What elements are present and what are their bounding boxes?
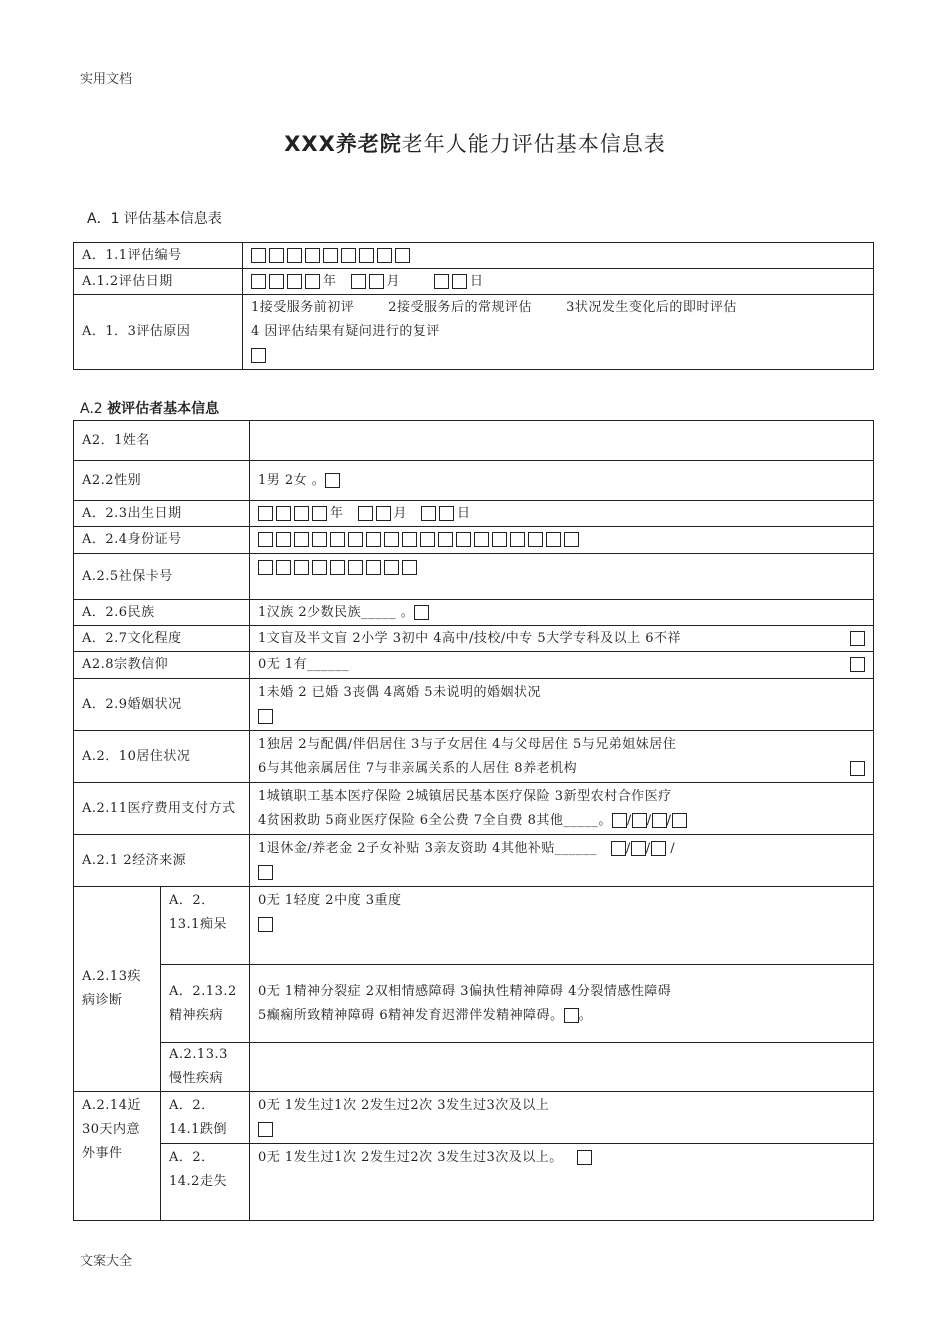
ethnicity-options: 1汉族 2少数民族_____ 。: [250, 600, 874, 626]
education-options: 1文盲及半文盲 2小学 3初中 4高中/技校/中专 5大学专科及以上 6不祥: [250, 626, 874, 652]
gender-checkbox[interactable]: [325, 473, 340, 488]
eval-number-label: A．1.1评估编号: [74, 243, 243, 269]
title-bold: XXX养老院: [284, 132, 402, 156]
mental-illness-checkbox[interactable]: [564, 1008, 579, 1023]
ethnicity-checkbox[interactable]: [414, 605, 429, 620]
economic-checkbox-3[interactable]: [651, 841, 666, 856]
name-field[interactable]: [250, 421, 874, 461]
economic-checkbox-1[interactable]: [611, 841, 626, 856]
person-info-table: [73, 420, 874, 1221]
footer-text: 文案大全: [80, 1254, 133, 1269]
eval-reason-checkbox[interactable]: [251, 348, 266, 363]
eval-reason-options: 1接受服务前初评 2接受服务后的常规评估 3状况发生变化后的即时评估 4 因评估结果有疑问进行的复评: [243, 295, 874, 370]
economic-checkbox-4[interactable]: [258, 865, 273, 880]
education-label: A．2.7文化程度: [74, 626, 250, 652]
disease-diagnosis-label: A.2.13疾病诊断: [74, 887, 161, 1092]
marital-label: A．2.9婚姻状况: [74, 679, 250, 731]
gender-options: 1男 2女 。: [250, 461, 874, 501]
social-security-label: A.2.5社保卡号: [74, 554, 250, 600]
accident-events-label: A.2.14近30天内意外事件: [74, 1092, 161, 1221]
id-number-label: A．2.4身份证号: [74, 527, 250, 554]
title-rest: 老年人能力评估基本信息表: [401, 132, 666, 156]
marital-options: 1未婚 2 已婚 3丧偶 4离婚 5未说明的婚姻状况: [250, 679, 874, 731]
eval-date-boxes[interactable]: 年 月 日: [243, 269, 874, 295]
economic-source-label: A.2.1 2经济来源: [74, 835, 250, 887]
payment-checkbox-3[interactable]: [652, 813, 667, 828]
fall-label: A．2．14.1跌倒: [161, 1092, 250, 1144]
page-title: [0, 128, 950, 158]
eval-number-boxes[interactable]: [243, 243, 874, 269]
education-checkbox[interactable]: [850, 631, 865, 646]
section1-heading: A．1 评估基本信息表: [87, 211, 222, 227]
living-options: 1独居 2与配偶/伴侣居住 3与子女居住 4与父母居住 5与兄弟姐妹居住 6与其他亲属居住 7与非亲属关系的人居住 8养老机构: [250, 731, 874, 783]
dementia-checkbox[interactable]: [258, 917, 273, 932]
chronic-disease-label: A.2.13.3慢性疾病: [161, 1043, 250, 1092]
religion-label: A2.8宗教信仰: [74, 652, 250, 679]
payment-checkbox-4[interactable]: [672, 813, 687, 828]
lost-checkbox[interactable]: [577, 1150, 592, 1165]
mental-illness-options: 0无 1精神分裂症 2双相情感障碍 3偏执性精神障碍 4分裂情感性障碍 5癫痫所致精神障碍 6精神发育迟滞伴发精神障碍。 。: [250, 965, 874, 1043]
fall-checkbox[interactable]: [258, 1122, 273, 1137]
mental-illness-label: A．2.13.2精神疾病: [161, 965, 250, 1043]
fall-options: 0无 1发生过1次 2发生过2次 3发生过3次及以上: [250, 1092, 874, 1144]
eval-date-label: A.1.2评估日期: [74, 269, 243, 295]
lost-options: 0无 1发生过1次 2发生过2次 3发生过3次及以上。: [250, 1144, 874, 1221]
medical-payment-options: 1城镇职工基本医疗保险 2城镇居民基本医疗保险 3新型农村合作医疗 4贫困救助 5商业医疗保险 6全公费 7全自费 8其他_____。 / / /: [250, 783, 874, 835]
header-text: 实用文档: [80, 72, 133, 87]
economic-source-options: 1退休金/养老金 2子女补贴 3亲友资助 4其他补贴______ / / /: [250, 835, 874, 887]
payment-checkbox-1[interactable]: [612, 813, 627, 828]
birthdate-label: A．2.3出生日期: [74, 501, 250, 527]
religion-options: 0无 1有______: [250, 652, 874, 679]
name-label: A2．1姓名: [74, 421, 250, 461]
section2-heading: A.2 被评估者基本信息: [80, 401, 220, 417]
gender-label: A2.2性别: [74, 461, 250, 501]
social-security-boxes[interactable]: [250, 554, 874, 600]
payment-checkbox-2[interactable]: [632, 813, 647, 828]
marital-checkbox[interactable]: [258, 709, 273, 724]
id-number-boxes[interactable]: [250, 527, 874, 554]
eval-reason-label: A．1．3评估原因: [74, 295, 243, 370]
assessment-info-table: [73, 242, 874, 370]
dementia-label: A．2．13.1痴呆: [161, 887, 250, 965]
ethnicity-label: A．2.6民族: [74, 600, 250, 626]
economic-checkbox-2[interactable]: [631, 841, 646, 856]
medical-payment-label: A.2.11医疗费用支付方式: [74, 783, 250, 835]
religion-checkbox[interactable]: [850, 657, 865, 672]
chronic-disease-field[interactable]: [250, 1043, 874, 1092]
living-label: A.2．10居住状况: [74, 731, 250, 783]
birthdate-boxes[interactable]: 年 月 日: [250, 501, 874, 527]
lost-label: A．2．14.2走失: [161, 1144, 250, 1221]
dementia-options: 0无 1轻度 2中度 3重度: [250, 887, 874, 965]
living-checkbox[interactable]: [850, 761, 865, 776]
